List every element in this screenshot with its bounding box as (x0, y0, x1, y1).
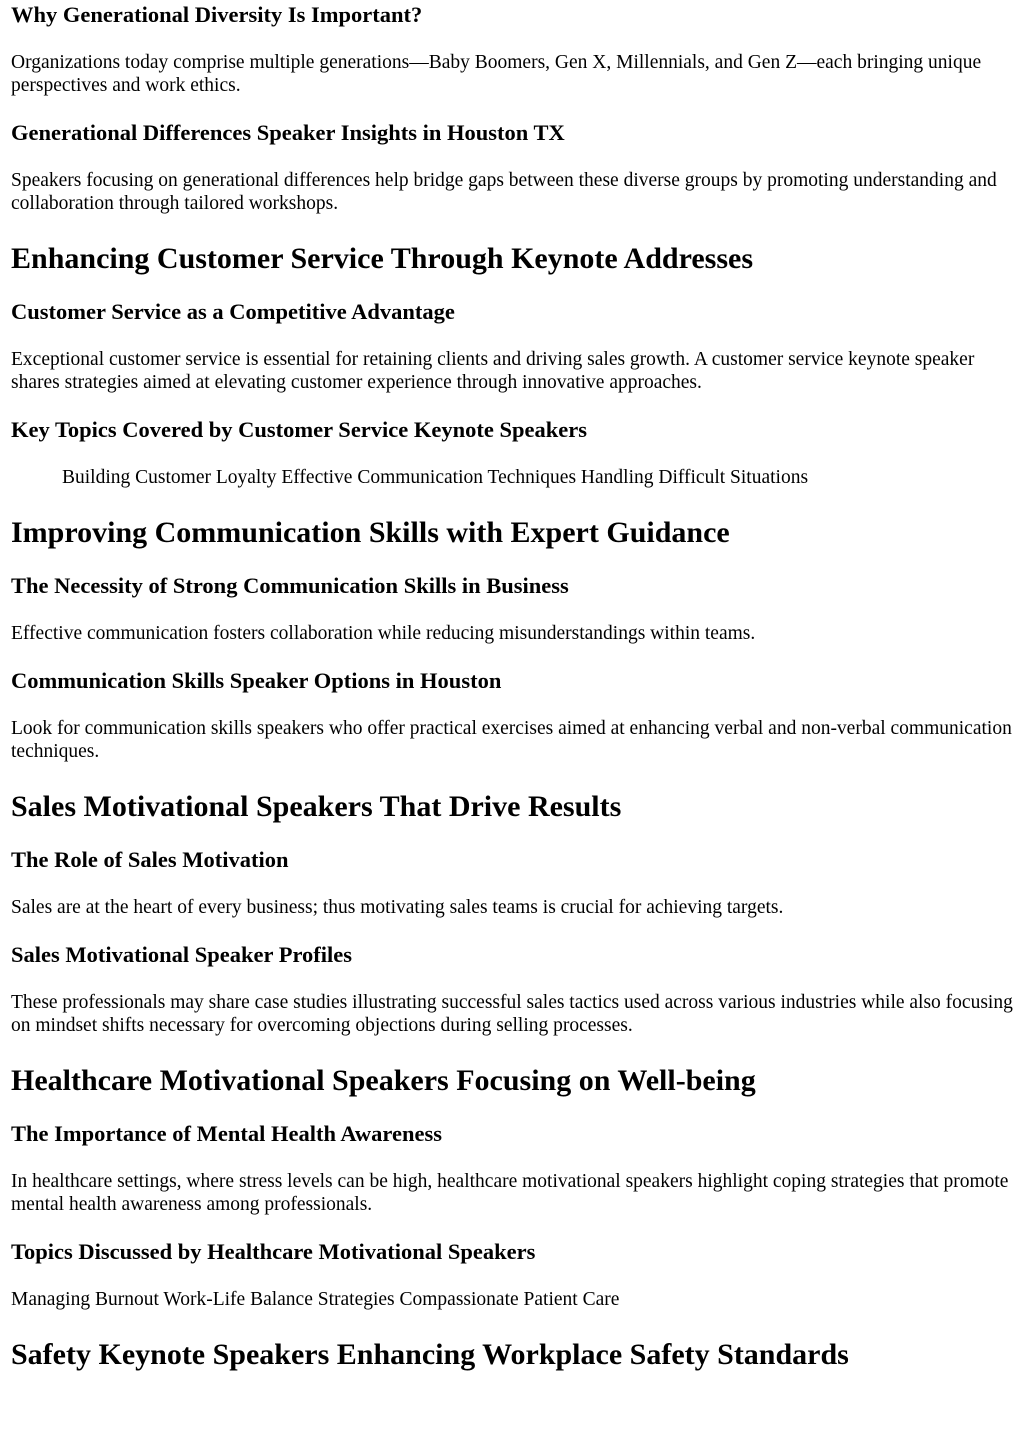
section-heading: Communication Skills Speaker Options in Houston (11, 668, 502, 693)
major-heading: Enhancing Customer Service Through Keynote Addresses (11, 242, 754, 275)
section-heading: The Role of Sales Motivation (11, 847, 289, 872)
paragraph: Look for communication skills speakers who offer practical exercises aimed at enhancing verbal and non-verbal communication techniques. (11, 718, 1012, 762)
section-heading: The Necessity of Strong Communication Skills in Business (11, 573, 569, 598)
section-heading: Topics Discussed by Healthcare Motivational Speakers (11, 1239, 536, 1264)
topic-list: Managing Burnout Work-Life Balance Strategies Compassionate Patient Care (11, 1289, 620, 1310)
section-heading: Customer Service as a Competitive Advantage (11, 299, 455, 324)
paragraph: Organizations today comprise multiple generations—Baby Boomers, Gen X, Millennials, and Gen Z—each bringing unique perspectives and work ethics. (11, 52, 982, 96)
section-heading: Sales Motivational Speaker Profiles (11, 942, 353, 967)
section-heading: The Importance of Mental Health Awareness (11, 1121, 442, 1146)
section-heading: Generational Differences Speaker Insights in Houston TX (11, 120, 565, 145)
article (0, 2, 1024, 1372)
paragraph: In healthcare settings, where stress levels can be high, healthcare motivational speakers highlight coping strategies that promote mental health awareness among professionals. (11, 1171, 1009, 1215)
paragraph: Sales are at the heart of every business; thus motivating sales teams is crucial for achieving targets. (11, 897, 784, 918)
major-heading: Sales Motivational Speakers That Drive Results (11, 790, 622, 823)
topic-list: Building Customer Loyalty Effective Communication Techniques Handling Difficult Situations (62, 467, 809, 488)
paragraph: Speakers focusing on generational differences help bridge gaps between these diverse groups by promoting understanding and collaboration through tailored workshops. (11, 170, 997, 214)
paragraph: Effective communication fosters collaboration while reducing misunderstandings within teams. (11, 623, 756, 644)
major-heading: Healthcare Motivational Speakers Focusing on Well-being (11, 1064, 756, 1097)
major-heading: Improving Communication Skills with Expert Guidance (11, 516, 730, 549)
paragraph: Exceptional customer service is essential for retaining clients and driving sales growth. A customer service keynote speaker shares strategies aimed at elevating customer experience through innovative approaches. (11, 349, 975, 393)
section-heading: Key Topics Covered by Customer Service Keynote Speakers (11, 417, 588, 442)
section-heading: Why Generational Diversity Is Important? (11, 2, 423, 27)
paragraph: These professionals may share case studies illustrating successful sales tactics used across various industries while also focusing on mindset shifts necessary for overcoming objections during selling processes. (11, 992, 1013, 1036)
major-heading: Safety Keynote Speakers Enhancing Workplace Safety Standards (11, 1338, 849, 1371)
